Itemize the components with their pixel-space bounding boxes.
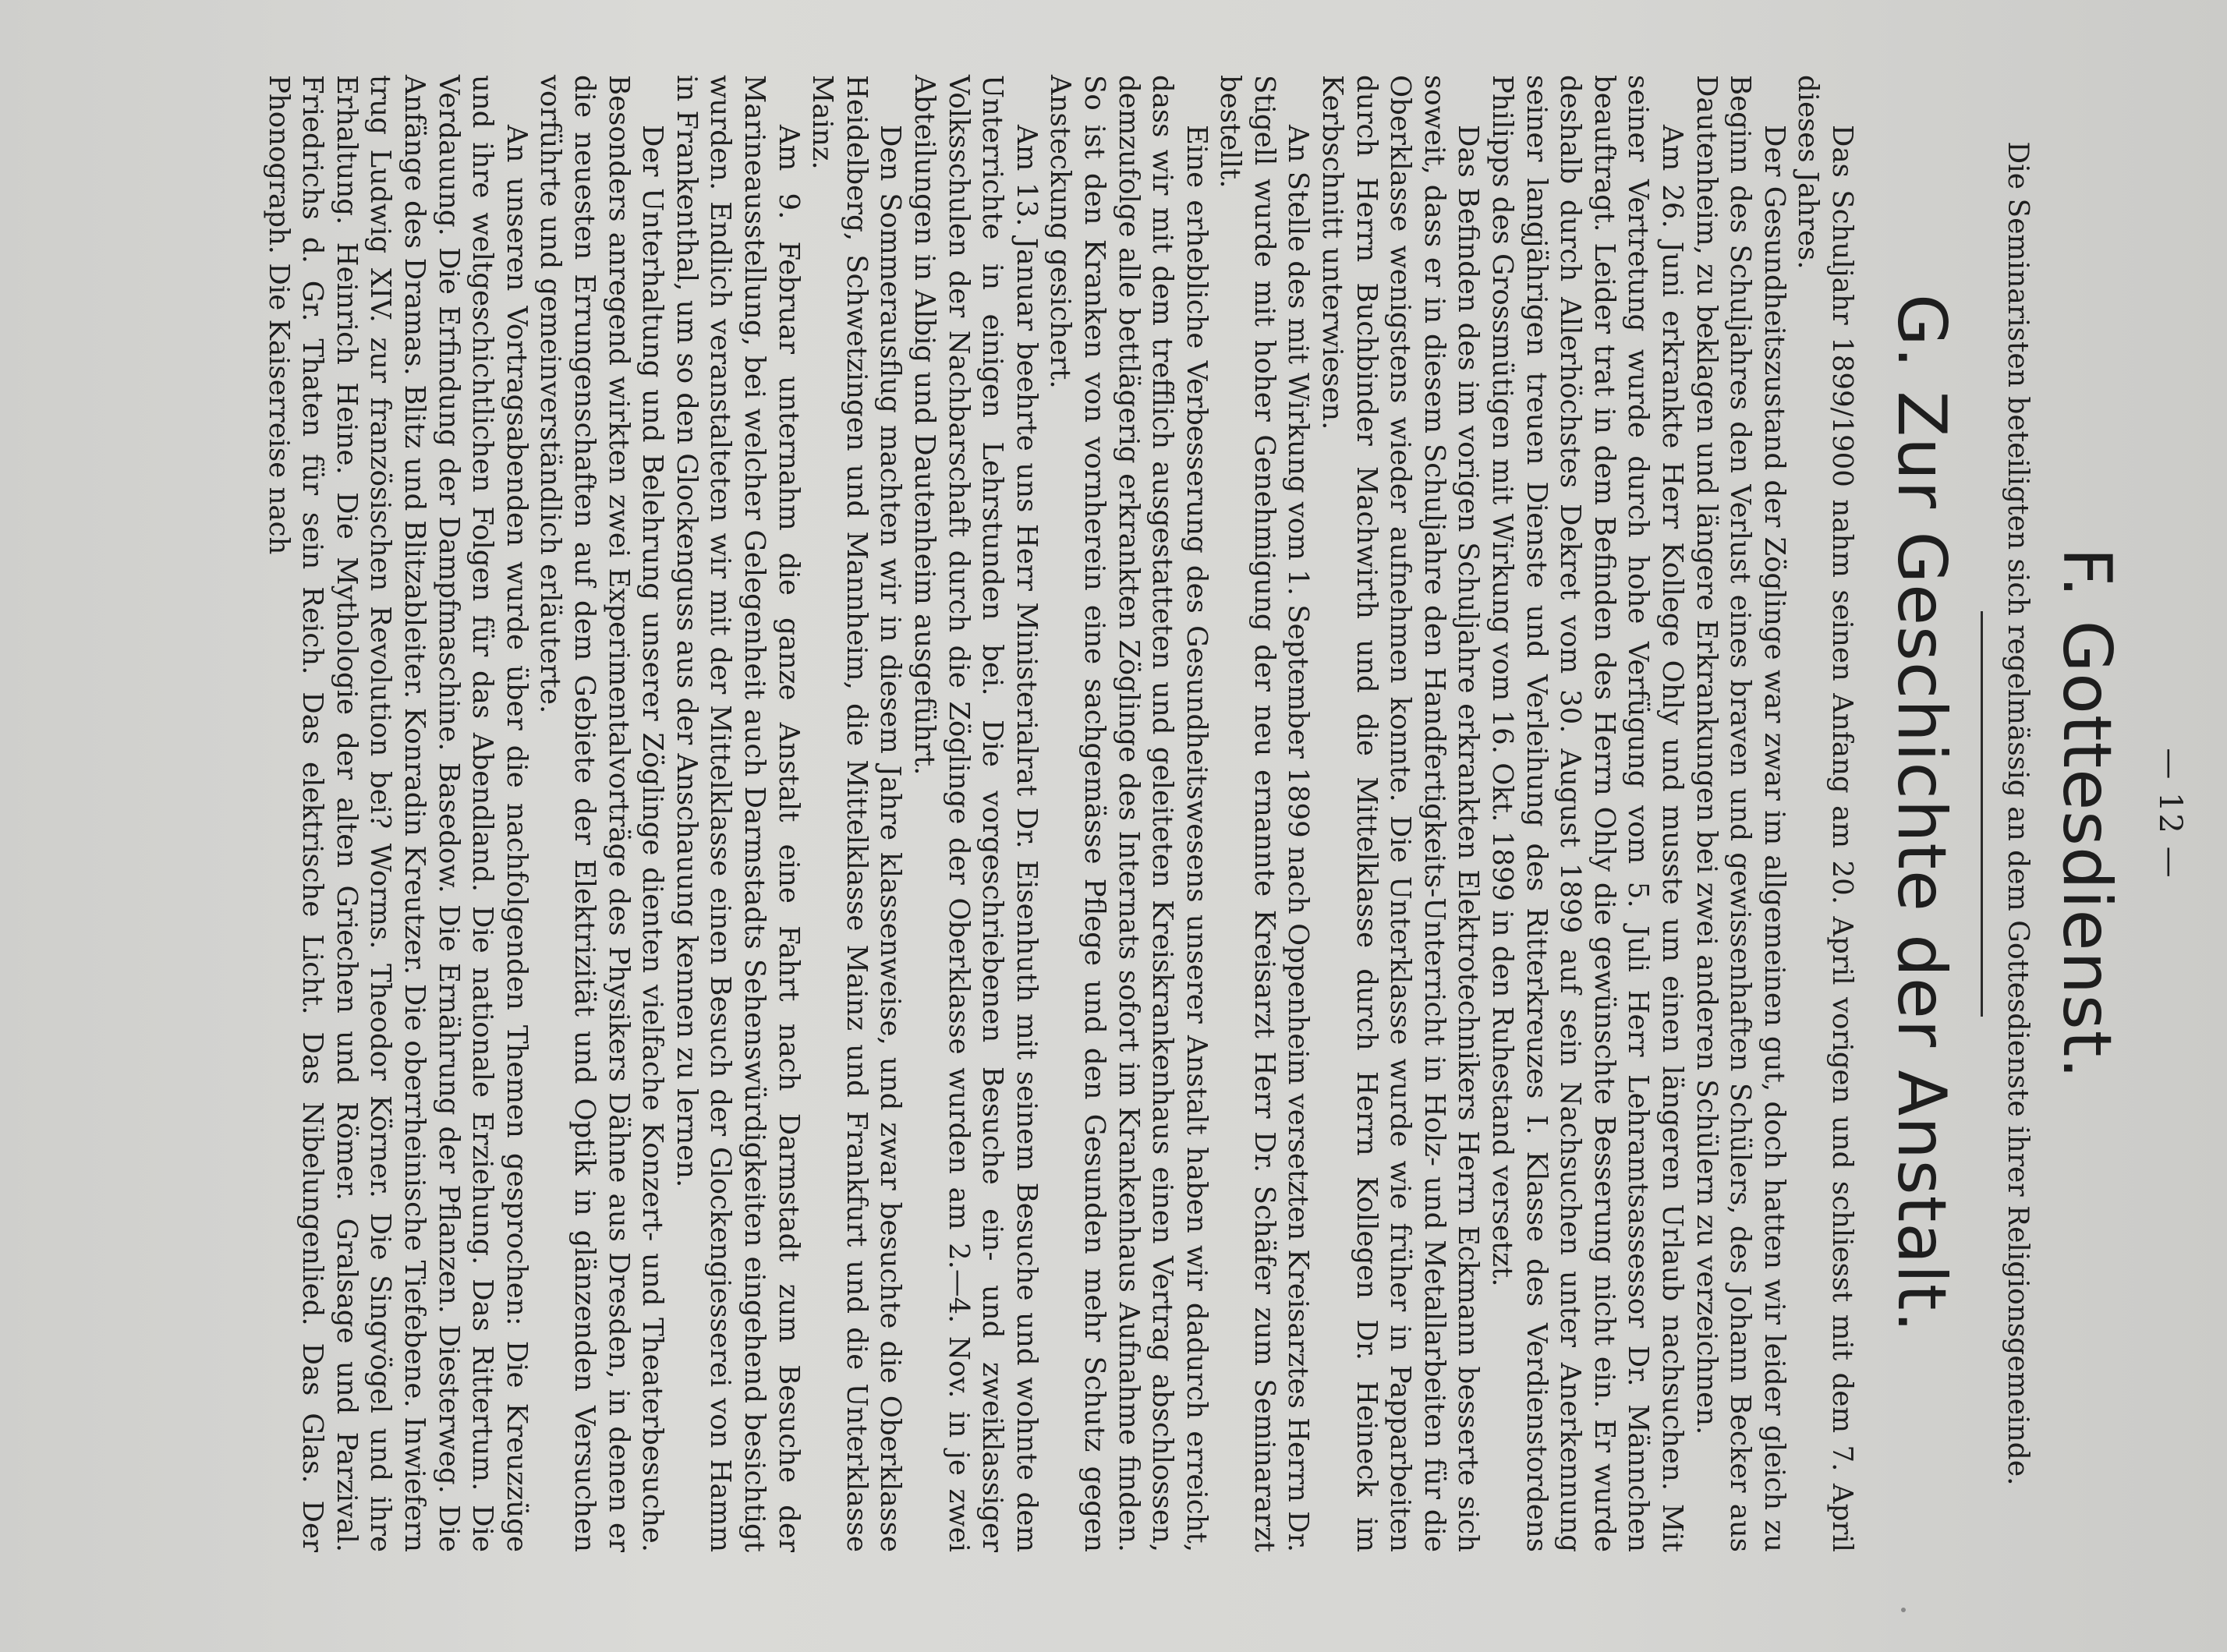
- paragraph: Der Gesundheitszustand der Zöglinge war zwar im allgemeinen gut, doch hatten wir leider gleich zu Beginn des Schuljahres den Verlust eines braven und gewissenhaften Schülers, des Johann Becker aus Dautenheim, zu beklagen und längere Erkrankungen bei zwei anderen Schülern zu verzeichnen.: [1690, 75, 1790, 1552]
- paragraph: Den Sommerausflug machten wir in diesem Jahre klassenweise, und zwar besuchte die Oberklasse Heidelberg, Schwetzingen und Mannheim, die Mittelklasse Mainz und Frankfurt und die Unterklasse Mainz.: [806, 75, 907, 1552]
- section-divider: [1981, 611, 1983, 1017]
- section-g-title: G. Zur Geschichte der Anstalt.: [1882, 294, 1960, 1333]
- paragraph: Am 9. Februar unternahm die ganze Anstalt eine Fahrt nach Darmstadt zum Besuche der Marineausstellung, bei welcher Gelegenheit auch Darmstadts Sehenswürdigkeiten eingehend besichtigt wurden. Endlich veranstalteten wir mit der Mittelklasse einen Besuch der Glockengiesserei von Hamm in Frankenthal, um so den Glockenguss aus der Anschauung kennen zu lernen.: [670, 75, 805, 1552]
- section-g-body: [261, 75, 1859, 1552]
- paragraph: An unseren Vortragsabenden wurde über die nachfolgenden Themen gesprochen: Die Kreuzzüge und ihre weltgeschichtlichen Folgen für das Abendland. Die nationale Erziehung. Das Rittertum. Die Verdauung. Die Erfindung der Dampfmaschine. Basedow. Die Ernährung der Pflanzen. Diesterweg. Die Anfänge des Dramas. Blitz und Blitzableiter. Konradin Kreutzer. Die oberrheinische Tiefebene. Inwiefern trug Ludwig XIV. zur französischen Revolution bei? Worms. Theodor Körner. Die Singvögel und ihre Erhaltung. Heinrich Heine. Die Mythologie der alten Griechen und Römer. Gralsage und Parzival. Friedrichs d. Gr. Thaten für sein Reich. Das elektrische Licht. Das Nibelungenlied. Das Glas. Der Phonograph. Die Kaiserreise nach: [262, 75, 533, 1552]
- paragraph: Das Schuljahr 1899/1900 nahm seinen Anfang am 20. April vorigen und schliesst mit dem 7. April dieses Jahres.: [1792, 75, 1858, 1552]
- section-f-title: F. Gottesdienst.: [2048, 547, 2126, 1080]
- paragraph: Der Unterhaltung und Belehrung unserer Zöglinge dienten vielfache Konzert- und Theaterbesuche. Besonders anregend wirkten zwei Experimentalvorträge des Physikers Dähne aus Dresden, in denen er die neuesten Errungenschaften auf dem Gebiete der Elektrizität und Optik in glänzenden Versuchen vorführte und gemeinverständlich erläuterte.: [534, 75, 669, 1552]
- paragraph: Das Befinden des im vorigen Schuljahre erkrankten Elektrotechnikers Herrn Eckmann besserte sich soweit, dass er in diesem Schuljahre den Handfertigkeits-Unterricht in Holz- und Metallarbeiten für die Oberklasse wenigstens wieder aufnehmen konnte. Die Unterklasse wurde wie früher in Papparbeiten durch Herrn Buchbinder Machwirth und die Mittelklasse durch Herrn Kollegen Dr. Heineck im Kerbschnitt unterwiesen.: [1316, 75, 1485, 1552]
- paragraph: An Stelle des mit Wirkung vom 1. September 1899 nach Oppenheim versetzten Kreisarztes Herrn Dr. Stigell wurde mit hoher Genehmigung der neu ernannte Kreisarzt Herr Dr. Schäfer zum Seminararzt bestellt.: [1214, 75, 1315, 1552]
- paper-speck: [1901, 1608, 1906, 1612]
- paragraph: Am 26. Juni erkrankte Herr Kollege Ohly und musste um einen längeren Urlaub nachsuchen. Mit seiner Vertretung wurde durch hohe Verfügung vom 5. Juli Herr Lehramtsassessor Dr. Männchen beauftragt. Leider trat in dem Befinden des Herrn Ohly die gewünschte Besserung nicht ein. Er wurde deshalb durch Allerhöchstes Dekret vom 30. August 1899 auf sein Nachsuchen unter Anerkennung seiner langjährigen treuen Dienste und Verleihung des Ritterkreuzes I. Klasse des Verdienstordens Philipps des Grossmütigen mit Wirkung vom 16. Okt. 1899 in den Ruhestand versetzt.: [1486, 75, 1689, 1552]
- paragraph: Eine erhebliche Verbesserung des Gesundheitswesens unserer Anstalt haben wir dadurch erreicht, dass wir mit dem trefflich ausgestatteten und geleiteten Kreiskrankenhaus einen Vertrag abschlossen, demzufolge alle bettlägerig erkrankten Zöglinge des Internats sofort im Krankenhaus Aufnahme finden. So ist den Kranken von vornherein eine sachgemässe Pflege und den Gesunden mehr Schutz gegen Ansteckung gesichert.: [1044, 75, 1213, 1552]
- paragraph: Am 13. Januar beehrte uns Herr Ministerialrat Dr. Eisenhuth mit seinem Besuche und wohnte dem Unterrichte in einigen Lehrstunden bei. Die vorgeschriebenen Besuche ein- und zweiklassiger Volksschulen der Nachbarschaft durch die Zöglinge der Oberklasse wurden am 2.—4. Nov. in je zwei Abteilungen in Albig und Dautenheim ausgeführt.: [908, 75, 1043, 1552]
- page-number: — 12 —: [2152, 748, 2188, 879]
- section-f-text: Die Seminaristen beteiligten sich regelmässig an dem Gottesdienste ihrer Religionsgemeinde.: [2002, 141, 2034, 1486]
